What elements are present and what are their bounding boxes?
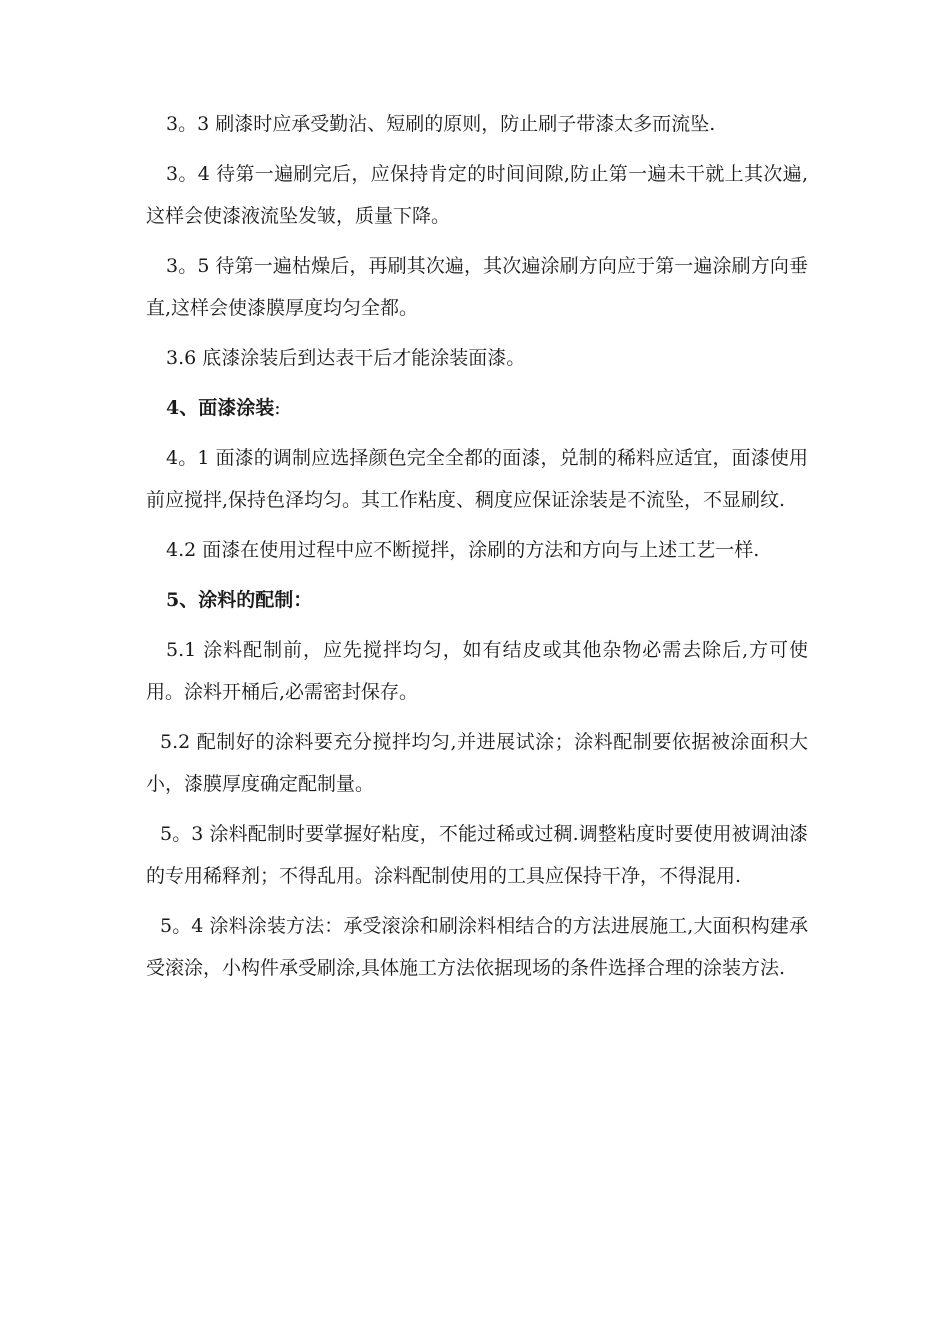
section-heading-5: 5、涂料的配制： bbox=[166, 589, 313, 611]
paragraph-4-2: 4.2 面漆在使用过程中应不断搅拌，涂刷的方法和方向与上述工艺一样. bbox=[166, 539, 760, 561]
section-heading-4-colon: : bbox=[274, 397, 281, 419]
paragraph-5-3: 5。3 涂料配制时要掌握好粘度，不能过稀或过稠.调整粘度时要使用被调油漆的专用稀释剂；不得乱用。涂料配制使用的工具应保持干净，不得混用. bbox=[146, 823, 808, 887]
section-heading-4-title: 4、面漆涂装 bbox=[166, 397, 275, 419]
paragraph-5-2: 5.2 配制好的涂料要充分搅拌均匀,并进展试涂；涂料配制要依据被涂面积大小，漆膜厚度确定配制量。 bbox=[146, 731, 808, 795]
document-body bbox=[146, 103, 808, 997]
paragraph-5-4: 5。4 涂料涂装方法：承受滚涂和刷涂料相结合的方法进展施工,大面积构建承受滚涂，小构件承受刷涂,具体施工方法依据现场的条件选择合理的涂装方法. bbox=[146, 915, 808, 979]
paragraph-5-1: 5.1 涂料配制前，应先搅拌均匀，如有结皮或其他杂物必需去除后,方可使用。涂料开桶后,必需密封保存。 bbox=[146, 639, 808, 703]
paragraph-4-1: 4。1 面漆的调制应选择颜色完全全都的面漆，兑制的稀料应适宜，面漆使用前应搅拌,保持色泽均匀。其工作粘度、稠度应保证涂装是不流坠，不显刷纹. bbox=[146, 447, 808, 511]
section-heading-4 bbox=[146, 387, 808, 429]
paragraph-3-6: 3.6 底漆涂装后到达表干后才能涂装面漆。 bbox=[166, 347, 526, 369]
paragraph-3-4: 3。4 待第一遍刷完后，应保持肯定的时间间隙,防止第一遍未干就上其次遍,这样会使漆液流坠发皱，质量下降。 bbox=[146, 163, 808, 227]
paragraph-3-3: 3。3 刷漆时应承受勤沾、短刷的原则，防止刷子带漆太多而流坠. bbox=[166, 113, 716, 135]
paragraph-3-5: 3。5 待第一遍枯燥后，再刷其次遍，其次遍涂刷方向应于第一遍涂刷方向垂直,这样会使漆膜厚度均匀全都。 bbox=[146, 255, 808, 319]
